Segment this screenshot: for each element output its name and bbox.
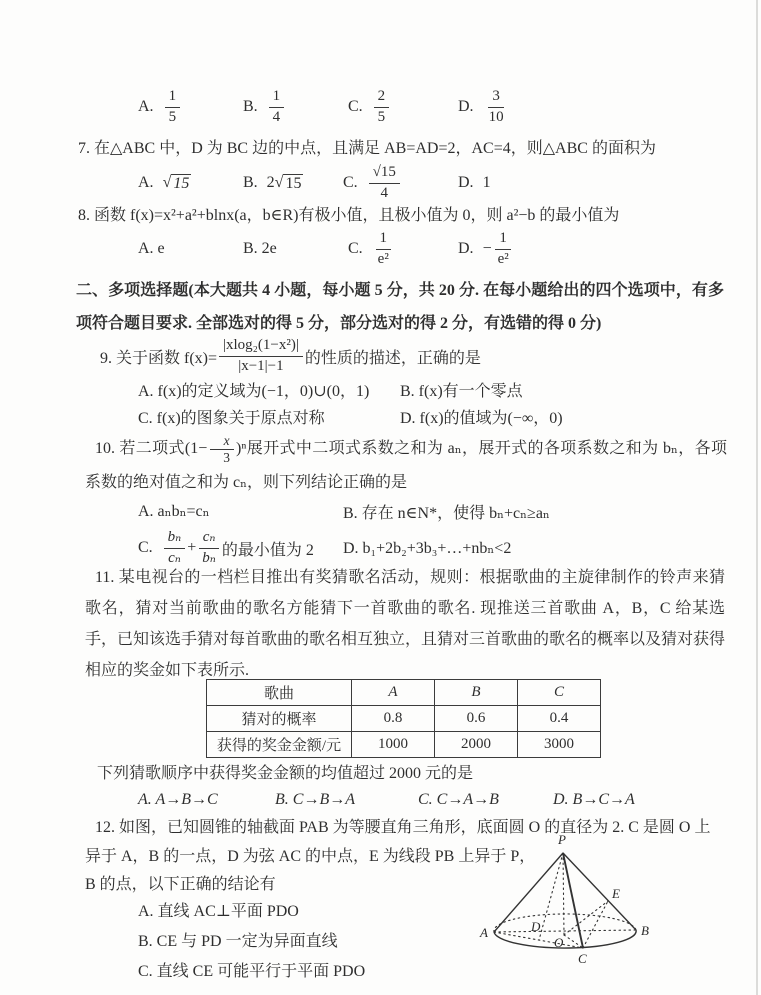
figure-label-o: O: [554, 935, 564, 950]
fraction: $\frac{1}{\text{e²}}$: [494, 229, 513, 269]
header-b: B: [435, 680, 518, 706]
fraction: $\frac{\text{cₙ}}{\text{bₙ}}$: [198, 528, 220, 568]
option-c: C. $\frac{\text{bₙ}}{\text{cₙ}}$ + $\frac{\text{cₙ}}{\text{bₙ}}$ 的最小值为 2: [138, 528, 343, 568]
fraction: $\frac{1}{4}$: [269, 87, 285, 127]
option-b: B. CE 与 PD 一定为异面直线: [138, 933, 338, 950]
scan-page-edge: [756, 0, 758, 995]
chord-ac: [494, 932, 583, 948]
option-b: B. 存在 n∈N*，使得 bₙ+cₙ≥aₙ: [343, 504, 550, 522]
option-d: D. f(x)的值域为(−∞，0): [400, 409, 563, 427]
option-b: [243, 87, 348, 127]
question-9-options-row1: [138, 376, 523, 402]
option-a: A. √ 15: [138, 173, 190, 192]
fraction: $\frac{1}{5}$: [165, 87, 181, 127]
question-12-stem-line1: 12. 如图，已知圆锥的轴截面 PAB 为等腰直角三角形，底面圆 O 的直径为 2. C 是圆 O 上: [95, 819, 711, 836]
fraction: $\frac{\text{|xlog₂(1−x²)|}}{|x-1|-1}$: [219, 336, 303, 376]
option-c: C. f(x)的图象关于原点对称: [138, 409, 325, 427]
question-11-stem: 11. 某电视台的一档栏目推出有奖猜歌名活动，规则：根据歌曲的主旋律制作的铃声来猜歌名，猜对当前歌曲的歌名方能猜下一首歌曲的歌名. 现推送三首歌曲 A，B，C 给某选手，已知该选手猜对每首歌曲的歌名相互独立，且猜对三首歌曲的歌名的概率以及猜对获得相应的奖金如下表所示.: [85, 569, 726, 679]
option-d: D. B→C→A: [553, 791, 635, 808]
option-label: A.: [138, 98, 154, 115]
option-c: C. 直线 CE 可能平行于平面 PDO: [138, 963, 366, 980]
sqrt-expression: √ 15: [162, 173, 190, 192]
figure-label-e: E: [612, 886, 620, 901]
fraction: $\frac{3}{10}$: [488, 88, 504, 125]
question-11-options: [138, 787, 635, 813]
fraction: $\frac{2}{5}$: [374, 87, 390, 127]
minus-sign: −: [482, 240, 492, 257]
plus-sign: +: [187, 539, 197, 556]
question-6-options: [138, 84, 510, 130]
option-label: B.: [243, 98, 258, 115]
option-b: B. 2e: [243, 240, 277, 257]
edge-pb: [563, 853, 636, 930]
fraction: $\frac{x}{3}$: [209, 433, 234, 466]
option-d: D. − $\frac{1}{\text{e²}}$: [458, 229, 515, 269]
question-12-stem-line3: B 的点，以下正确的结论有: [85, 876, 276, 893]
figure-label-d: D: [531, 919, 541, 934]
figure-label-b: B: [641, 923, 649, 938]
diameter-ab: [494, 930, 636, 932]
figure-label-a: A: [480, 925, 488, 940]
table-row-probability: 猜对的概率 0.8 0.6 0.4: [207, 706, 601, 732]
reward-table: [206, 679, 601, 758]
option-c: C. $\frac{√15}{4}$: [343, 163, 458, 203]
section-2-header: 二、多项选择题(本大题共 4 小题，每小题 5 分，共 20 分. 在每小题给出的四个选项中，有多项符合题目要求. 全部选对的得 5 分，部分选对的得 2 分，有选错的得 0 分): [76, 282, 724, 332]
option-label: D.: [458, 98, 474, 115]
option-c: C. C→A→B: [418, 791, 499, 808]
option-a: A. aₙbₙ=cₙ: [138, 503, 210, 520]
table-header-row: [207, 680, 601, 706]
option-d: D. b₁+2b₂+3b₃+…+nbₙ<2: [343, 540, 512, 557]
option-c: C. $\frac{1}{\text{e²}}$: [348, 229, 458, 269]
figure-label-c: C: [578, 951, 587, 966]
option-c: [348, 87, 458, 127]
question-8-options: [138, 224, 515, 274]
figure-label-p: P: [558, 832, 566, 847]
sqrt-expression: √15: [369, 163, 400, 183]
cone-figure: [478, 828, 750, 986]
option-d: [458, 87, 510, 127]
sqrt-expression: √ 15: [274, 173, 302, 192]
option-b: B. f(x)有一个零点: [400, 382, 523, 400]
edge-pc: [563, 853, 583, 948]
option-label: C.: [348, 98, 363, 115]
option-a: A. e: [138, 240, 165, 257]
fraction: $\frac{\text{bₙ}}{\text{cₙ}}$: [164, 528, 186, 568]
fraction: $\frac{√15}{4}$: [369, 163, 400, 203]
base-ellipse-back-arc: [494, 914, 636, 932]
option-a: A. f(x)的定义域为(−1，0)∪(0，1): [138, 382, 370, 400]
option-b: B. C→B→A: [275, 791, 355, 808]
base-ellipse-front-arc: [494, 930, 636, 948]
question-9-stem: 9. 关于函数 f(x)= $\frac{\text{|xlog₂(1−x²)|}}{|x-1|-1}$ 的性质的描述，正确的是: [100, 330, 481, 382]
question-11-post-table: 下列猜歌顺序中获得奖金金额的均值超过 2000 元的是: [97, 765, 474, 782]
option-a: [138, 87, 243, 127]
header-a: A: [352, 680, 435, 706]
option-a: A. 直线 AC⊥平面 PDO: [138, 903, 299, 920]
question-7-stem: 7. 在△ABC 中，D 为 BC 边的中点，且满足 AB=AD=2，AC=4，则△ABC 的面积为: [78, 140, 656, 157]
fraction: $\frac{1}{\text{e²}}$: [374, 229, 393, 269]
segment-oe: [564, 901, 608, 935]
question-8-stem: 8. 函数 f(x)=x²+a²+blnx(a，b∈R)有极小值，且极小值为 0，则 a²−b 的最小值为: [78, 207, 620, 224]
option-d: D. 1: [458, 174, 491, 191]
question-10-stem: 10. 若二项式(1− $\frac{x}{3}$ )ⁿ展开式中二项式系数之和为 aₙ，展开式的各项系数之和为 bₙ，各项系数的绝对值之和为 cₙ，则下列结论正确的是: [85, 432, 727, 491]
option-b: B. 2 √ 15: [243, 173, 302, 192]
table-row-reward: 获得的奖金金额/元 1000 2000 3000: [207, 732, 601, 758]
option-a: A. A→B→C: [138, 791, 218, 808]
header-c: C: [518, 680, 601, 706]
header-song: 歌曲: [207, 680, 352, 706]
segment-po: [563, 853, 564, 935]
question-9-options-row2: [138, 403, 563, 429]
question-12-stem-line2: 异于 A，B 的一点，D 为弦 AC 的中点，E 为线段 PB 上异于 P，: [85, 848, 536, 865]
segment-ce: [583, 901, 608, 948]
